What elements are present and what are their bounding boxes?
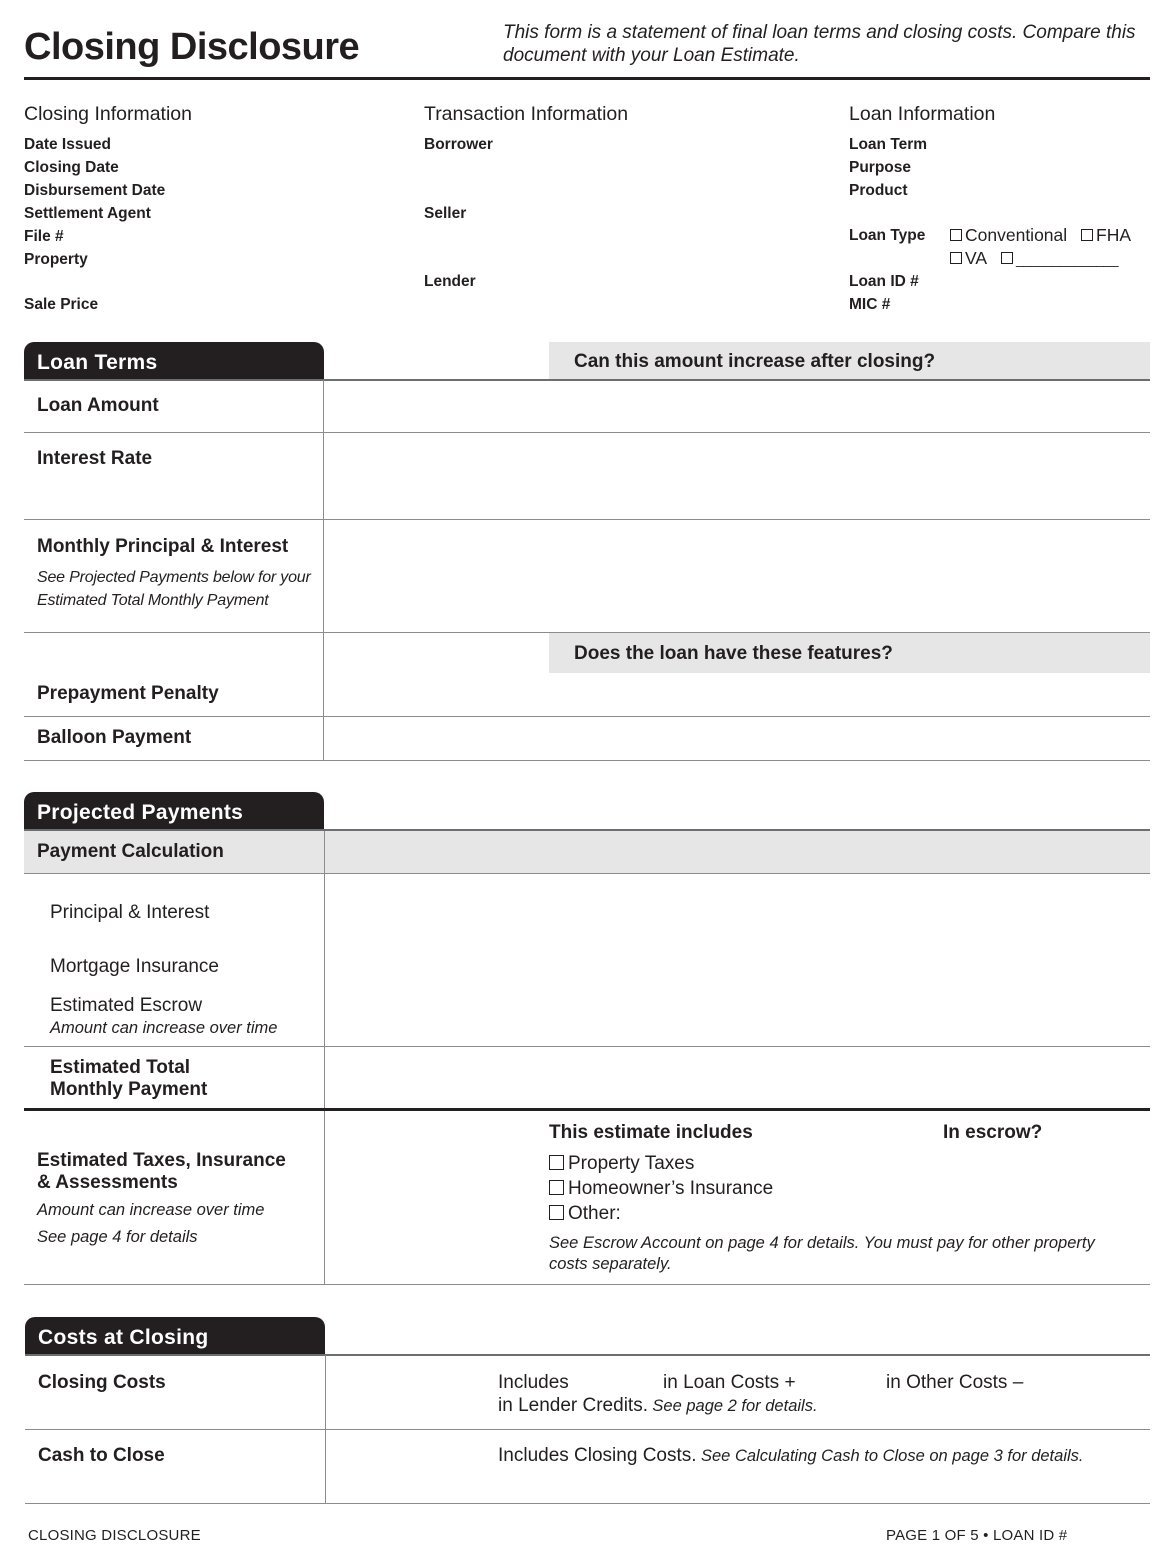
loan-terms-top-rule [24,379,1150,381]
fha-option[interactable] [1081,225,1131,245]
closing-date-label: Closing Date [24,159,119,176]
file-number-label: File # [24,228,64,245]
row-divider [24,432,1150,433]
loan-info-labels [849,133,927,202]
monthly-pi-label: Monthly Principal & Interest [37,536,289,557]
closing-info-heading: Closing Information [24,103,192,125]
includes-list [549,1151,773,1226]
loan-info-heading: Loan Information [849,103,996,125]
fha-text: FHA [1096,225,1132,245]
taxes-line-1: Estimated Taxes, Insurance [37,1150,286,1171]
footer-left: CLOSING DISCLOSURE [28,1527,201,1544]
seller-label: Seller [424,205,467,222]
loan-id-label: Loan ID # [849,273,919,290]
loan-amount-label: Loan Amount [37,395,159,416]
row-divider [24,760,1150,761]
payment-calculation-label: Payment Calculation [37,841,224,862]
product-label: Product [849,182,908,199]
other-loan-type-option[interactable] [1001,248,1118,268]
estimated-total-label [50,1057,207,1101]
row-divider [25,1429,1150,1430]
checkbox-icon[interactable] [950,252,962,264]
checkbox-icon[interactable] [950,229,962,241]
row-divider [24,716,1150,717]
loan-type-options [950,224,1131,271]
transaction-info-heading: Transaction Information [424,103,629,125]
ctc-see-text: See Calculating Cash to Close on page 3 for details. [701,1447,1084,1465]
cc-other-costs-text: in Other Costs – [886,1372,1024,1393]
lender-label: Lender [424,273,476,290]
homeowners-insurance-text: Homeowner’s Insurance [568,1178,774,1199]
other-item[interactable] [549,1201,773,1226]
intro-line-1: This form is a statement of final loan terms and closing costs. Compare this [503,22,1136,43]
loan-type-row-2 [950,247,1131,271]
estimated-total-line-1: Estimated Total [50,1057,191,1078]
projected-payments-tab: Projected Payments [24,792,324,830]
date-issued-label: Date Issued [24,136,112,153]
cc-includes-text: Includes [498,1372,569,1393]
features-question: Does the loan have these features? [574,643,893,664]
balloon-payment-label: Balloon Payment [37,727,192,748]
va-option[interactable] [950,248,986,268]
checkbox-icon[interactable] [1081,229,1093,241]
monthly-pi-note-1: See Projected Payments below for your [37,569,311,586]
borrower-label: Borrower [424,136,493,153]
purpose-label: Purpose [849,159,912,176]
va-text: VA [965,248,987,268]
loan-type-row-1 [950,224,1131,247]
escrow-footnote-2: costs separately. [549,1255,672,1273]
checkbox-icon[interactable] [1001,252,1013,264]
estimated-escrow-label: Estimated Escrow [50,995,203,1016]
prepayment-penalty-label: Prepayment Penalty [37,683,219,704]
ctc-includes-text: Includes Closing Costs. [498,1445,697,1466]
loan-terms-tab: Loan Terms [24,342,324,380]
estimate-includes-heading: This estimate includes [549,1122,753,1143]
row-divider [24,1046,1150,1047]
loan-type-label: Loan Type [849,227,926,244]
projected-divider [324,831,325,1285]
checkbox-icon[interactable] [549,1205,564,1220]
taxes-label [37,1150,286,1194]
cc-lender-credits-line [498,1395,818,1418]
interest-rate-label: Interest Rate [37,448,153,469]
row-divider [25,1503,1150,1504]
cc-see-page-text: See page 2 for details. [652,1397,818,1415]
monthly-pi-note [37,566,311,612]
conventional-text: Conventional [965,225,1068,245]
row-divider [24,1284,1150,1285]
total-rule [24,1108,1150,1111]
taxes-note-2: See page 4 for details [37,1228,198,1246]
closing-info-labels [24,133,165,271]
taxes-line-2: & Assessments [37,1172,178,1193]
other-text: Other: [568,1203,621,1224]
escrow-footnote [549,1233,1095,1275]
taxes-notes [37,1197,264,1251]
principal-interest-label: Principal & Interest [50,902,210,923]
disbursement-date-label: Disbursement Date [24,182,166,199]
header-rule [24,77,1150,80]
settlement-agent-label: Settlement Agent [24,205,151,222]
property-label: Property [24,251,88,268]
escrow-footnote-1: See Escrow Account on page 4 for details. You must pay for other property [549,1234,1095,1252]
row-divider [24,873,1150,874]
taxes-note-1: Amount can increase over time [37,1201,265,1219]
estimated-total-line-2: Monthly Payment [50,1079,208,1100]
conventional-option[interactable] [950,225,1067,245]
monthly-pi-note-2: Estimated Total Monthly Payment [37,592,269,609]
cc-lender-credits-text: in Lender Credits. [498,1395,648,1416]
mortgage-insurance-label: Mortgage Insurance [50,956,219,977]
footer-right: PAGE 1 OF 5 • LOAN ID # [886,1527,1068,1544]
closing-costs-label: Closing Costs [38,1372,166,1393]
escrow-note: Amount can increase over time [50,1019,278,1037]
cc-loan-costs-text: in Loan Costs + [663,1372,796,1393]
page-title: Closing Disclosure [24,26,360,68]
intro-line-2: document with your Loan Estimate. [503,45,800,66]
cash-to-close-label: Cash to Close [38,1445,165,1466]
costs-top-rule [25,1354,1150,1356]
loan-term-label: Loan Term [849,136,928,153]
mic-label: MIC # [849,296,891,313]
intro-text [503,21,1153,67]
ctc-line [498,1445,1083,1468]
property-taxes-text: Property Taxes [568,1153,695,1174]
other-loan-type-blank: ______________ [1015,251,1118,267]
sale-price-label: Sale Price [24,296,99,313]
loan-terms-divider [323,380,324,761]
property-taxes-item[interactable] [549,1151,773,1176]
homeowners-insurance-item[interactable] [549,1176,773,1201]
checkbox-icon[interactable] [549,1180,564,1195]
increase-question: Can this amount increase after closing? [574,351,936,372]
in-escrow-heading: In escrow? [943,1122,1043,1143]
row-divider [24,519,1150,520]
costs-at-closing-tab: Costs at Closing [25,1317,325,1355]
checkbox-icon[interactable] [549,1155,564,1170]
